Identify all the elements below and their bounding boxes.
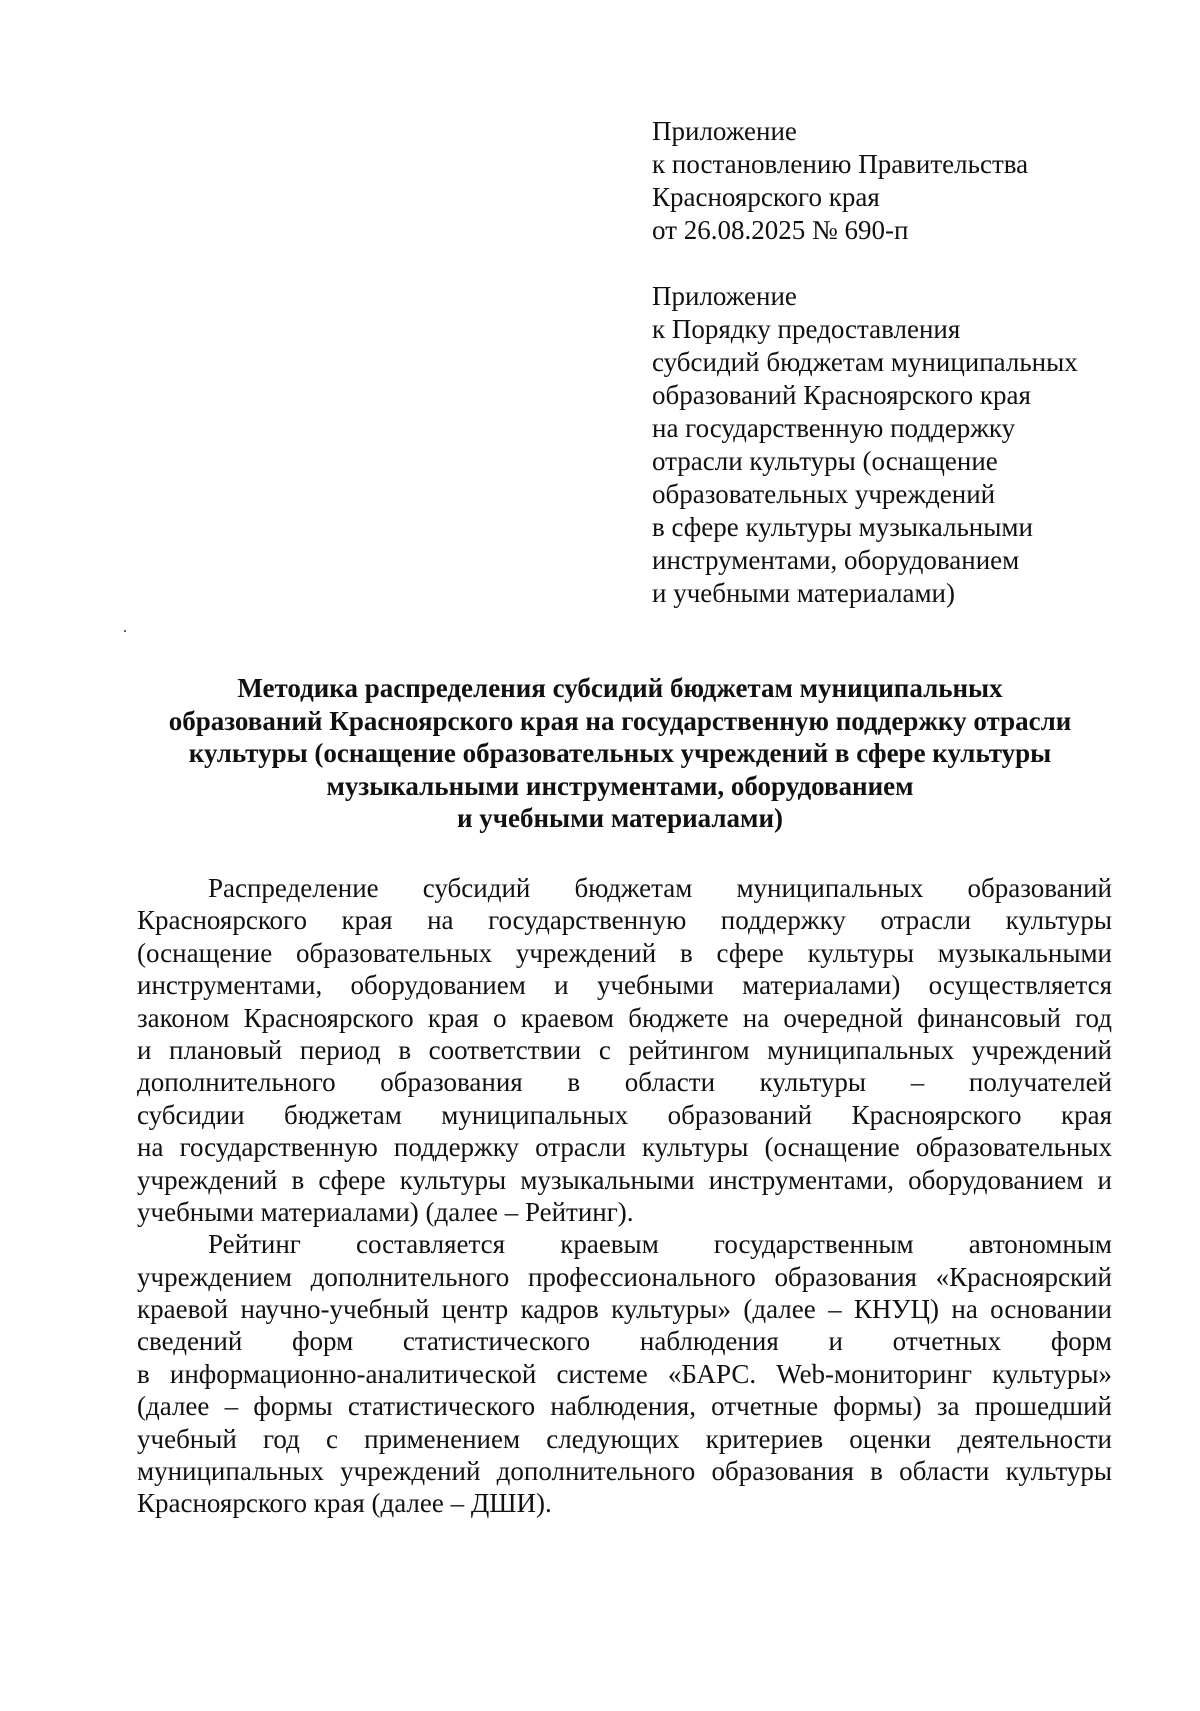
appendix-line: отрасли культуры (оснащение <box>652 446 998 476</box>
paragraph-line: (далее – формы статистического наблюдения, отчетные формы) за прошедший <box>137 1391 1112 1422</box>
paragraph-line: законом Красноярского края о краевом бюджете на очередной финансовый год <box>137 1002 1112 1033</box>
paragraph-line: сведений форм статистического наблюдения и отчетных форм <box>137 1326 1112 1357</box>
paragraph-line: дополнительного образования в области культуры – получателей <box>137 1067 1112 1098</box>
document-body <box>137 872 1112 1520</box>
paragraph-line: учебными материалами) (далее – Рейтинг). <box>137 1196 634 1227</box>
appendix-line: от 26.08.2025 № 690-п <box>652 215 909 245</box>
title-line: Методика распределения субсидий бюджетам муниципальных <box>237 673 1003 703</box>
paragraph-line: на государственную поддержку отрасли культуры (оснащение образовательных <box>137 1132 1112 1163</box>
title-line: и учебными материалами) <box>456 803 783 833</box>
title-line: культуры (оснащение образовательных учреждений в сфере культуры <box>188 738 1052 768</box>
paragraph-line: учреждений в сфере культуры музыкальными инструментами, оборудованием и <box>137 1164 1112 1195</box>
paragraph-line: учреждением дополнительного профессионального образования «Красноярский <box>137 1261 1112 1292</box>
appendix-line: образований Красноярского края <box>652 380 1031 410</box>
paragraph-line: Распределение субсидий бюджетам муниципальных образований <box>208 873 1112 903</box>
paragraph-line: краевой научно-учебный центр кадров культуры» (далее – КНУЦ) на основании <box>137 1294 1112 1325</box>
appendix-line: образовательных учреждений <box>652 479 996 509</box>
appendix-line: на государственную поддержку <box>652 413 1016 443</box>
paragraph-line: Рейтинг составляется краевым государственным автономным <box>208 1229 1112 1260</box>
paragraph-line: Красноярского края (далее – ДШИ). <box>137 1488 552 1519</box>
document-title <box>130 672 1110 835</box>
paragraph-line: субсидии бюджетам муниципальных образований Красноярского края <box>137 1099 1112 1130</box>
paragraph-line: Красноярского края на государственную поддержку отрасли культуры <box>137 905 1112 936</box>
appendix-line: субсидий бюджетам муниципальных <box>652 347 1078 377</box>
appendix-line: инструментами, оборудованием <box>652 545 1020 575</box>
paragraph-line: в информационно-аналитической системе «БАРС. Web-мониторинг культуры» <box>137 1358 1112 1389</box>
appendix-line: Приложение <box>652 281 797 311</box>
appendix-line: к постановлению Правительства <box>652 149 1029 179</box>
paragraph-line: учебный год с применением следующих критериев оценки деятельности <box>137 1423 1112 1454</box>
paragraph-line: муниципальных учреждений дополнительного образования в области культуры <box>137 1456 1112 1487</box>
scan-speck <box>124 630 126 632</box>
paragraph-line: (оснащение образовательных учреждений в сфере культуры музыкальными <box>137 937 1112 968</box>
appendix-header-order <box>652 280 1172 610</box>
appendix-line: в сфере культуры музыкальными <box>652 512 1033 542</box>
paragraph-line: и плановый период в соответствии с рейтингом муниципальных учреждений <box>137 1034 1112 1065</box>
title-line: музыкальными инструментами, оборудованием <box>326 770 914 801</box>
paragraph-line: инструментами, оборудованием и учебными материалами) осуществляется <box>137 970 1112 1001</box>
title-line: образований Красноярского края на государственную поддержку отрасли <box>168 705 1072 736</box>
appendix-header-resolution <box>652 115 1172 247</box>
appendix-line: Красноярского края <box>652 182 880 212</box>
appendix-line: Приложение <box>652 116 797 146</box>
paragraph-rating <box>137 1228 1112 1520</box>
paragraph-distribution <box>137 872 1112 1228</box>
appendix-line: к Порядку предоставления <box>652 314 961 344</box>
appendix-line: и учебными материалами) <box>652 578 955 608</box>
